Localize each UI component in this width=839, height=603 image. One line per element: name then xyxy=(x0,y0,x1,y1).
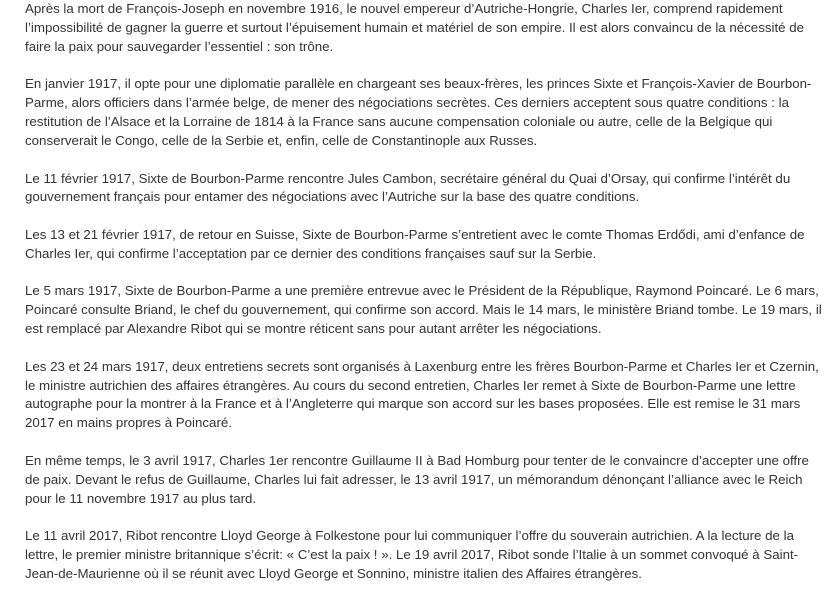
document-body xyxy=(25,0,825,603)
paragraph-laxenburg-meetings: Les 23 et 24 mars 1917, deux entretiens secrets sont organisés à Laxenburg entre les frères Bourbon-Parme et Charles Ier et Czernin, le ministre autrichien des affaires étrangères. Au cours du second entretien, Charles Ier remet à Sixte de Bourbon-Parme une lettre autographe pour la montrer à la France et à l’Angleterre qui marque son accord sur les bases proposées. Elle est remise le 31 mars 2017 en mains propres à Poincaré. xyxy=(25,358,819,431)
paragraph-erdodi-meeting: Les 13 et 21 février 1917, de retour en Suisse, Sixte de Bourbon-Parme s’entretient avec le comte Thomas Erdődi, ami d’enfance de Charles Ier, qui confirme l’acceptation par ce dernier des conditions françaises sauf sur la Serbie. xyxy=(25,226,805,261)
paragraph-accession-charles: Après la mort de François-Joseph en novembre 1916, le nouvel empereur d’Autriche-Hongrie, Charles Ier, comprend rapidement l’impossibilité de gagner la guerre et surtout l’épuisement humain et matériel de son empire. Il est alors convaincu de la nécessité de faire la paix pour sauvegarder l’essentiel : son trône. xyxy=(25,1,805,54)
paragraph-poincare-meeting: Le 5 mars 1917, Sixte de Bourbon-Parme a une première entrevue avec le Président de la République, Raymond Poincaré. Le 6 mars, Poincaré consulte Briand, le chef du gouvernement, qui confirme son accord. Mais le 14 mars, le ministère Briand tombe. Le 19 mars, il est remplacé par Alexandre Ribot qui se montre réticent sans pour autant arrêter les négociations. xyxy=(25,283,822,337)
paragraph-bad-homburg: En même temps, le 3 avril 1917, Charles 1er rencontre Guillaume II à Bad Homburg pour tenter de le convaincre d’accepter une offre de paix. Devant le refus de Guillaume, Charles lui fait adresser, le 13 avril 1917, un mémorandum dénonçant l’alliance avec le Reich pour le 11 novembre 1917 au plus tard. xyxy=(25,452,809,506)
paragraph-parallel-diplomacy: En janvier 1917, il opte pour une diplomatie parallèle en chargeant ses beaux-frères, les princes Sixte et François-Xavier de Bourbon-Parme, alors officiers dans l’armée belge, de mener des négociations secrètes. Ces derniers acceptent sous quatre conditions : la restitution de l’Alsace et la Lorraine de 1814 à la France sans aucune compensation coloniale ou autre, celle de la Belgique qui conserverait le Congo, celle de la Serbie et, enfin, celle de Constantinople aux Russes. xyxy=(25,76,812,149)
paragraph-folkestone: Le 11 avril 2017, Ribot rencontre Lloyd George à Folkestone pour lui communiquer l’offre du souverain autrichien. A la lecture de la lettre, le premier ministre britannique s’écrit: « C’est la paix ! ». Le 19 avril 2017, Ribot sonde l’Italie à un sommet convoqué à Saint-Jean-de-Maurienne où il se réunit avec Lloyd George et Sonnino, ministre italien des Affaires étrangères. xyxy=(25,528,799,581)
paragraph-cambon-meeting: Le 11 février 1917, Sixte de Bourbon-Parme rencontre Jules Cambon, secrétaire général du Quai d’Orsay, qui confirme l’intérêt du gouvernement français pour entamer des négociations avec l’Autriche sur la base des quatre conditions. xyxy=(25,170,791,205)
